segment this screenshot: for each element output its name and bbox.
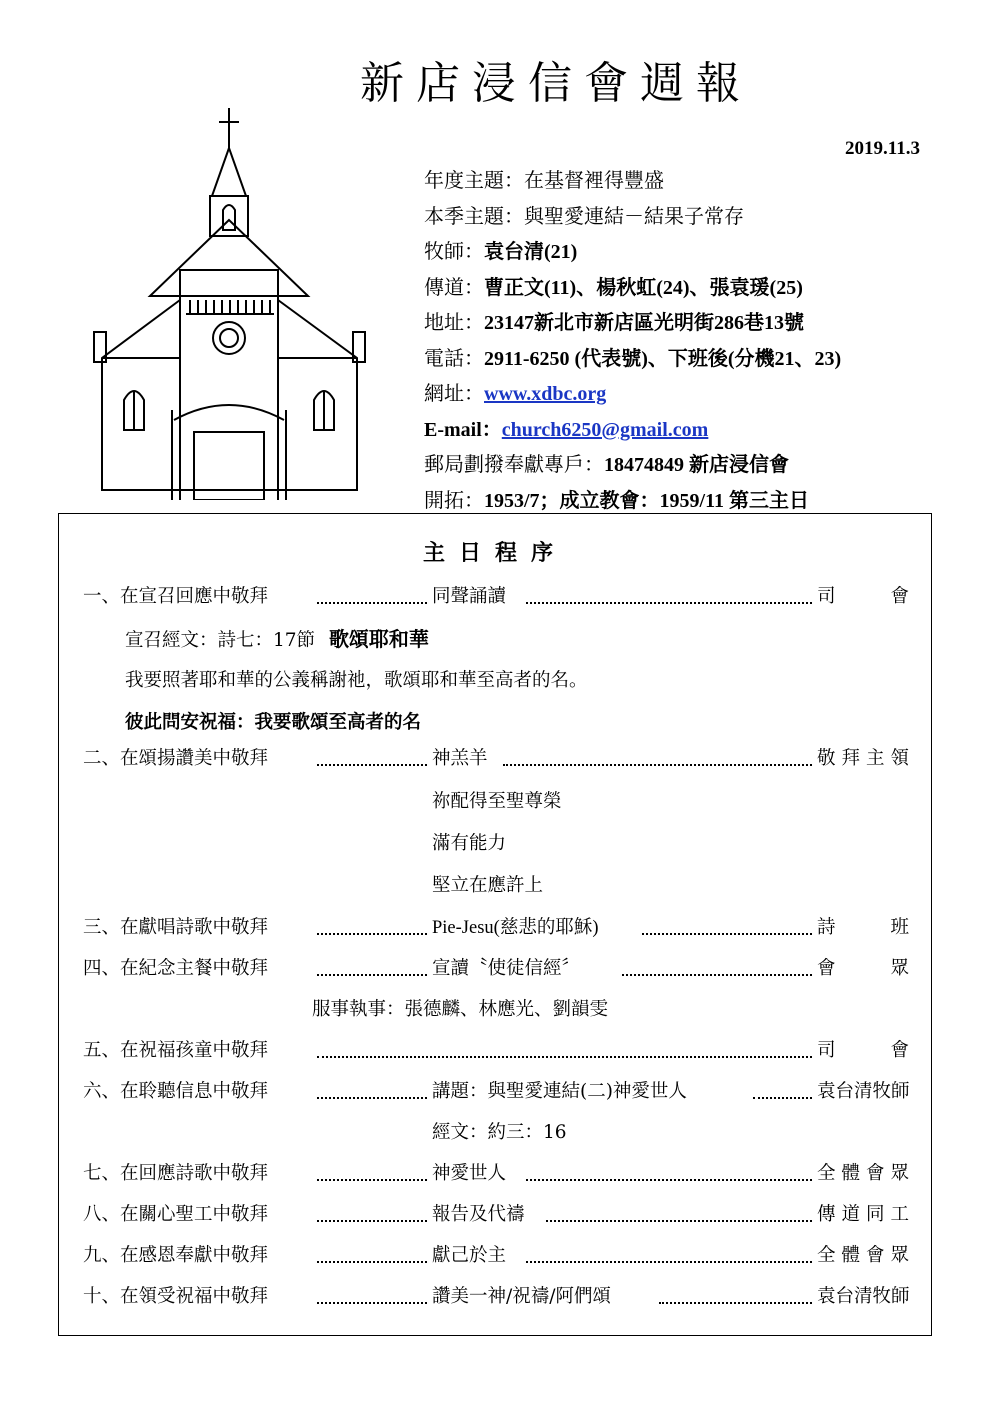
church-illustration [82,100,382,500]
item-9-content: 獻己於主 [432,1245,507,1266]
scripture: 經文：約三：16 [432,1122,567,1143]
pastor [424,234,964,270]
serving-deacons: 服事執事：張德麟、林應光、劉韻雯 [312,999,609,1020]
postal-label: 郵局劃撥奉獻專戶： [424,452,604,476]
bulletin-title: 新店浸信會週報 [360,58,752,109]
season-theme [424,199,964,235]
dot-leader [546,1218,812,1222]
item-1-leader: 司會 [817,586,909,607]
item-3-label: 三、在獻唱詩歌中敬拜 [83,917,269,938]
item-7-leader: 全體會眾 [817,1163,909,1184]
evangelists-value: 曹正文(11)、楊秋虹(24)、張袁瑗(25) [484,276,803,299]
item-4-content: 宣讀〝使徒信經〞 [432,958,581,979]
dot-leader [659,1300,812,1304]
phone [424,341,964,377]
dot-leader [317,972,427,976]
song-3: 堅立在應許上 [432,875,544,896]
website-label: 網址： [424,381,484,405]
dot-leader [317,1259,427,1263]
dot-leader [526,1177,812,1181]
annual-theme [424,163,964,199]
dot-leader [317,762,427,766]
item-10-label: 十、在領受祝福中敬拜 [83,1286,269,1307]
evangelists-label: 傳道： [424,274,484,299]
dot-leader [317,1300,427,1304]
call-to-worship [125,626,429,654]
address-label: 地址： [424,310,484,334]
dot-leader [503,762,812,766]
dot-leader [526,1259,812,1263]
pastor-value: 袁台清(21) [484,241,578,263]
item-3-content: Pie-Jesu(慈悲的耶穌) [432,918,599,938]
item-5-label: 五、在祝福孩童中敬拜 [83,1040,269,1061]
item-5-leader: 司會 [817,1040,909,1061]
item-10-content: 讚美一神/祝禱/阿們頌 [432,1286,611,1307]
item-7-content: 神愛世人 [432,1163,507,1184]
call-label: 宣召經文：詩七：17節 [125,630,316,651]
season-theme-value: 與聖愛連結－結果子常存 [524,203,744,228]
dot-leader [753,1095,812,1099]
call-title: 歌頌耶和華 [328,627,429,651]
dot-leader [317,931,427,935]
church-info [424,163,964,518]
item-10-leader: 袁台清牧師 [817,1286,910,1307]
address-value: 23147新北市新店區光明街286巷13號 [484,312,804,334]
item-1-label: 一、在宣召回應中敬拜 [83,586,269,607]
item-7-label: 七、在回應詩歌中敬拜 [83,1163,269,1184]
item-9-label: 九、在感恩奉獻中敬拜 [83,1245,269,1266]
dot-leader [317,1095,427,1099]
item-2-leader: 敬拜主領 [817,748,909,769]
program-title: 主日程序 [422,540,567,566]
annual-theme-label: 年度主題： [424,168,524,192]
song-1: 祢配得至聖尊榮 [432,791,562,812]
dot-leader [317,600,427,604]
phone-value: 2911-6250 (代表號)、下班後(分機21、23) [484,347,842,370]
item-8-content: 報告及代禱 [432,1204,525,1225]
dot-leader [317,1218,427,1222]
item-8-label: 八、在關心聖工中敬拜 [83,1204,269,1225]
item-6-leader: 袁台清牧師 [817,1081,910,1102]
evangelists [424,270,964,306]
founded-label: 開拓： [424,487,484,512]
season-theme-label: 本季主題： [424,203,524,228]
pastor-label: 牧師： [424,239,484,263]
phone-label: 電話： [424,345,484,370]
bulletin-date: 2019.11.3 [845,138,920,159]
item-4-label: 四、在紀念主餐中敬拜 [83,958,269,979]
item-6-label: 六、在聆聽信息中敬拜 [83,1081,269,1102]
dot-leader [642,931,812,935]
dot-leader [317,1054,812,1058]
greeting: 彼此問安祝福：我要歌頌至高者的名 [125,712,422,733]
item-9-leader: 全體會眾 [817,1245,909,1266]
website-link[interactable]: www.xdbc.org [484,383,607,405]
item-1-content: 同聲誦讀 [432,586,507,607]
email-label: E-mail： [424,418,502,441]
founded-value: 1953/7；成立教會：1959/11 第三主日 [484,489,810,512]
dot-leader [526,600,812,604]
item-2-content: 神羔羊 [432,748,488,769]
email-link[interactable]: church6250@gmail.com [501,418,709,441]
dot-leader [317,1177,427,1181]
annual-theme-value: 在基督裡得豐盛 [524,168,664,192]
call-verse: 我要照著耶和華的公義稱謝祂，歌頌耶和華至高者的名。 [125,670,588,691]
item-3-leader: 詩班 [817,917,909,938]
item-4-leader: 會眾 [817,958,909,979]
item-8-leader: 傳道同工 [817,1204,909,1225]
song-2: 滿有能力 [432,833,507,854]
email [424,412,964,448]
postal-account [424,447,964,483]
service-program [58,513,932,1336]
dot-leader [622,972,812,976]
website [424,376,964,412]
item-6-content: 講題：與聖愛連結(二)神愛世人 [432,1081,687,1102]
postal-value: 18474849 新店浸信會 [604,454,789,476]
address [424,305,964,341]
item-2-label: 二、在頌揚讚美中敬拜 [83,748,269,769]
